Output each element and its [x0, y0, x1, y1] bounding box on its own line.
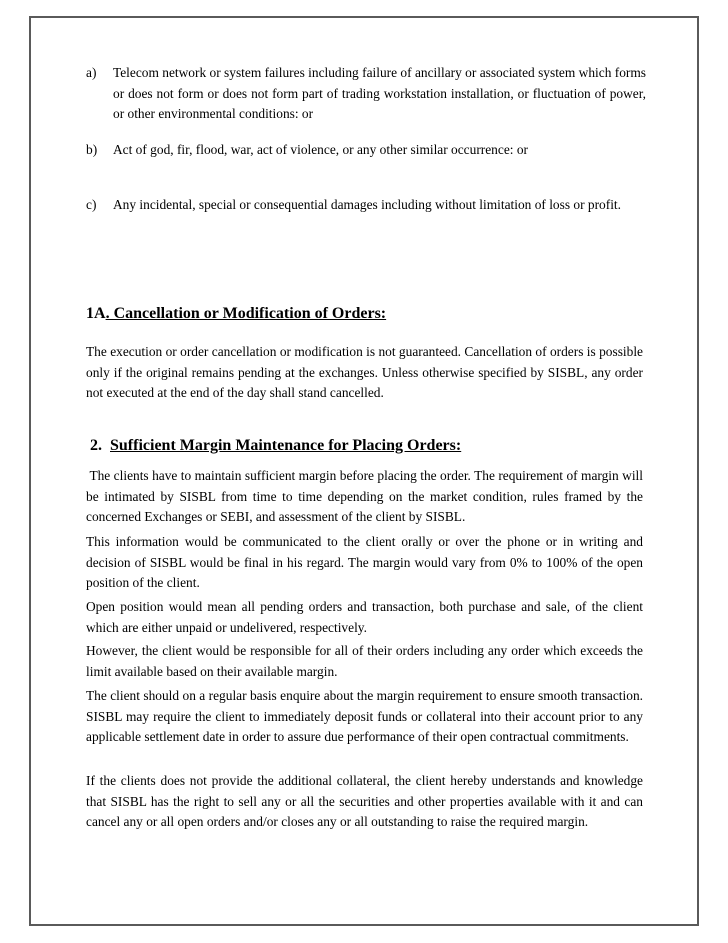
list-item — [86, 63, 646, 125]
list-item — [86, 195, 646, 216]
section-1a-heading — [86, 304, 386, 324]
list-marker: c) — [86, 197, 97, 212]
list-item-text: Telecom network or system failures including failure of ancillary or associated system which forms or does not form or does not form part of trading workstation installation, or fluctuation of power, or other environmental conditions: or — [113, 65, 646, 121]
list-marker: b) — [86, 142, 98, 157]
list-item-text: Act of god, fir, flood, war, act of violence, or any other similar occurrence: or — [113, 142, 528, 157]
section-2-title: Sufficient Margin Maintenance for Placing Orders: — [110, 437, 462, 454]
section-2-paragraph: However, the client would be responsible for all of their orders including any order which exceeds the limit available based on their available margin. — [86, 643, 643, 679]
list-marker: a) — [86, 65, 97, 80]
list-item-text: Any incidental, special or consequential damages including without limitation of loss or profit. — [113, 197, 621, 212]
section-1a-number: 1A — [86, 305, 106, 322]
section-2-paragraph: If the clients does not provide the additional collateral, the client hereby understands and knowledge that SISBL has the right to sell any or all the securities and other properties available with it and can cancel any or all open orders and/or closes any or all outstanding to raise the required margin. — [86, 773, 643, 829]
list-item — [86, 140, 646, 161]
section-2-paragraph: The client should on a regular basis enquire about the margin requirement to ensure smooth transaction. SISBL may require the client to immediately deposit funds or collateral into their account prior to any applicable settlement date in order to assure due performance of their open contractual commitments. — [86, 688, 643, 744]
section-2-paragraph: This information would be communicated to the client orally or over the phone or in writing and decision of SISBL would be final in his regard. The margin would vary from 0% to 100% of the open position of the client. — [86, 534, 643, 590]
section-2-heading — [90, 436, 461, 456]
section-2-number: 2. — [90, 437, 102, 454]
section-1a-title: . Cancellation or Modification of Orders: — [105, 305, 387, 322]
section-2-paragraph: Open position would mean all pending orders and transaction, both purchase and sale, of the client which are either unpaid or undelivered, respectively. — [86, 599, 643, 635]
section-2-paragraph: The clients have to maintain sufficient margin before placing the order. The requirement of margin will be intimated by SISBL from time to time depending on the market condition, rules framed by the concerned Exchanges or SEBI, and assessment of the client by SISBL. — [86, 468, 647, 524]
section-1a-paragraph: The execution or order cancellation or modification is not guaranteed. Cancellation of orders is possible only if the original remains pending at the exchanges. Unless otherwise specified by SISBL, any order not executed at the end of the day shall stand cancelled. — [86, 344, 643, 400]
